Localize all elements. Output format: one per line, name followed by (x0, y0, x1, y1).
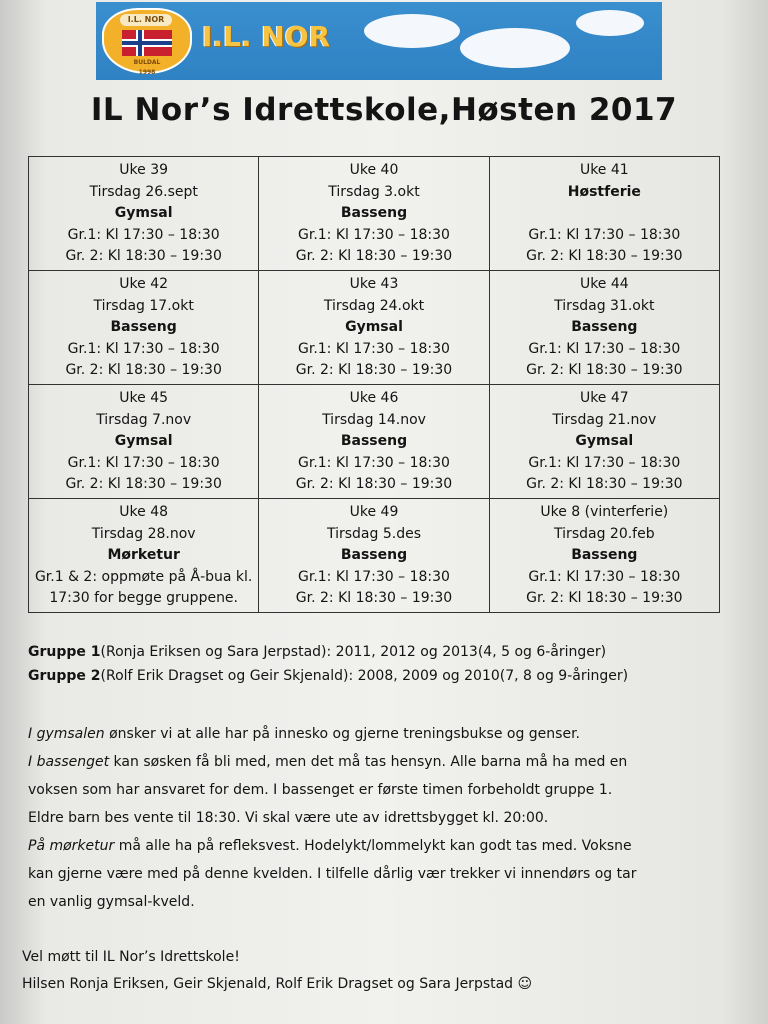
table-row (29, 385, 720, 499)
blank-line (492, 203, 717, 225)
info-line (28, 748, 728, 776)
week-label: Uke 39 (119, 162, 169, 178)
dark-lead: På mørketur (28, 838, 115, 854)
time-line: Gr. 2: Kl 18:30 – 19:30 (295, 248, 453, 264)
week-label: Uke 47 (579, 390, 629, 406)
group-label: Gruppe 2 (28, 668, 101, 684)
meeting-line: 17:30 for begge gruppene. (49, 590, 238, 606)
schedule-cell (259, 157, 489, 271)
dark-text: må alle ha på refleksvest. Hodelykt/lommelykt kan godt tas med. Voksne (114, 838, 632, 854)
norwegian-flag-icon (122, 30, 172, 56)
time-line: Gr.1: Kl 17:30 – 18:30 (298, 568, 450, 585)
week-label: Uke 8 (vinterferie) (540, 504, 669, 520)
table-row (29, 157, 720, 271)
time-line: Gr. 2: Kl 18:30 – 19:30 (526, 476, 683, 492)
signature-text: Hilsen Ronja Eriksen, Geir Skjenald, Rolf Erik Dragset og Sara Jerpstad ☺ (22, 976, 533, 992)
info-paragraph (28, 720, 728, 916)
location-label: Gymsal (114, 205, 173, 221)
pool-text: kan søsken få bli med, men det må tas hensyn. Alle barna må ha med en (109, 754, 628, 770)
time-line: Gr. 2: Kl 18:30 – 19:30 (65, 248, 222, 264)
time-line: Gr. 2: Kl 18:30 – 19:30 (65, 362, 222, 378)
week-label: Uke 45 (119, 390, 169, 406)
date-label: Tirsdag 5.des (326, 525, 421, 542)
group-line (28, 640, 728, 664)
location-label: Basseng (571, 547, 638, 563)
table-row (29, 499, 720, 613)
date-label: Tirsdag 26.sept (89, 183, 198, 200)
page-title: IL Nor’s Idrettskole,Høsten 2017 (90, 92, 678, 128)
week-label: Uke 40 (349, 162, 399, 178)
schedule-cell (259, 499, 489, 613)
time-line: Gr.1: Kl 17:30 – 18:30 (298, 226, 450, 243)
schedule-cell (489, 157, 719, 271)
schedule-cell (29, 271, 259, 385)
info-line: Eldre barn bes vente til 18:30. Vi skal være ute av idrettsbygget kl. 20:00. (28, 810, 549, 826)
group-details: (Rolf Erik Dragset og Geir Skjenald): 2008, 2009 og 2010(7, 8 og 9-åringer) (100, 668, 629, 684)
gym-text: ønsker vi at alle har på innesko og gjerne treningsbukse og genser. (104, 726, 580, 742)
group-line (28, 664, 728, 688)
week-label: Uke 43 (349, 276, 399, 292)
date-label: Tirsdag 24.okt (323, 297, 425, 314)
date-label: Tirsdag 31.okt (554, 297, 655, 314)
time-line: Gr.1: Kl 17:30 – 18:30 (298, 340, 450, 357)
group-details: (Ronja Eriksen og Sara Jerpstad): 2011, 2012 og 2013(4, 5 og 6-åringer) (100, 644, 607, 660)
time-line: Gr. 2: Kl 18:30 – 19:30 (526, 590, 683, 606)
time-line: Gr.1: Kl 17:30 – 18:30 (67, 454, 220, 471)
week-label: Uke 44 (579, 276, 629, 292)
location-label: Basseng (340, 205, 408, 221)
info-line: kan gjerne være med på denne kvelden. I tilfelle dårlig vær trekker vi innendørs og tar (28, 866, 637, 882)
location-label: Gymsal (114, 433, 173, 449)
pool-lead: I bassenget (28, 754, 110, 770)
week-label: Uke 46 (349, 390, 399, 406)
welcome-text: Vel møtt til IL Nor’s Idrettskole! (22, 949, 240, 965)
time-line: Gr. 2: Kl 18:30 – 19:30 (526, 248, 683, 264)
time-line: Gr.1: Kl 17:30 – 18:30 (67, 340, 220, 357)
time-line: Gr.1: Kl 17:30 – 18:30 (528, 454, 681, 471)
club-banner (96, 2, 662, 80)
schedule-cell (259, 385, 489, 499)
location-label: Mørketur (107, 547, 180, 563)
cloud-shape (364, 14, 460, 48)
date-label: Tirsdag 28.nov (91, 525, 196, 542)
location-label: Gymsal (575, 433, 634, 449)
location-label: Basseng (340, 433, 408, 449)
footer (22, 944, 742, 998)
time-line: Gr. 2: Kl 18:30 – 19:30 (526, 362, 683, 378)
schedule-cell (489, 385, 719, 499)
date-label: Tirsdag 14.nov (322, 411, 426, 428)
location-label: Basseng (110, 319, 177, 335)
info-line (28, 832, 728, 860)
schedule-cell (489, 271, 719, 385)
info-line: en vanlig gymsal-kveld. (28, 894, 195, 910)
week-label: Uke 41 (579, 162, 629, 178)
info-line (28, 720, 728, 748)
gym-lead: I gymsalen (28, 726, 105, 742)
time-line: Gr. 2: Kl 18:30 – 19:30 (65, 476, 222, 492)
location-label: Gymsal (345, 319, 403, 335)
date-label: Tirsdag 20.feb (554, 525, 655, 542)
schedule-table (28, 156, 720, 613)
cloud-shape (460, 28, 570, 68)
meeting-line: Gr.1 & 2: oppmøte på Å-bua kl. (34, 568, 253, 585)
date-label: Tirsdag 21.nov (552, 411, 657, 428)
cloud-shape (576, 10, 644, 36)
holiday-label: Høstferie (567, 183, 641, 200)
location-label: Basseng (571, 319, 638, 335)
date-label: Tirsdag 7.nov (96, 411, 192, 428)
schedule-cell (29, 157, 259, 271)
time-line: Gr.1: Kl 17:30 – 18:30 (67, 226, 220, 243)
table-row (29, 271, 720, 385)
time-line: Gr.1: Kl 17:30 – 18:30 (528, 568, 681, 585)
club-logo-badge (102, 8, 192, 74)
date-label: Tirsdag 3.okt (328, 183, 420, 200)
schedule-cell (489, 499, 719, 613)
info-line: voksen som har ansvaret for dem. I bassenget er første timen forbeholdt gruppe 1. (28, 782, 613, 798)
schedule-cell (29, 385, 259, 499)
badge-bottom-text: BULDAL 1998 (133, 59, 161, 76)
time-line: Gr. 2: Kl 18:30 – 19:30 (295, 476, 453, 492)
time-line: Gr.1: Kl 17:30 – 18:30 (528, 226, 681, 243)
time-line: Gr.1: Kl 17:30 – 18:30 (528, 340, 681, 357)
time-line: Gr. 2: Kl 18:30 – 19:30 (295, 590, 453, 606)
week-label: Uke 42 (119, 276, 169, 292)
time-line: Gr. 2: Kl 18:30 – 19:30 (295, 362, 453, 378)
group-label: Gruppe 1 (28, 644, 101, 660)
schedule-cell (259, 271, 489, 385)
club-name: I.L. NOR (202, 20, 331, 53)
week-label: Uke 48 (119, 504, 169, 520)
time-line: Gr.1: Kl 17:30 – 18:30 (298, 454, 450, 471)
location-label: Basseng (340, 547, 408, 563)
badge-top-text: I.L. NOR (120, 14, 172, 26)
schedule-cell (29, 499, 259, 613)
date-label: Tirsdag 17.okt (93, 297, 194, 314)
week-label: Uke 49 (349, 504, 399, 520)
group-info (28, 640, 728, 688)
